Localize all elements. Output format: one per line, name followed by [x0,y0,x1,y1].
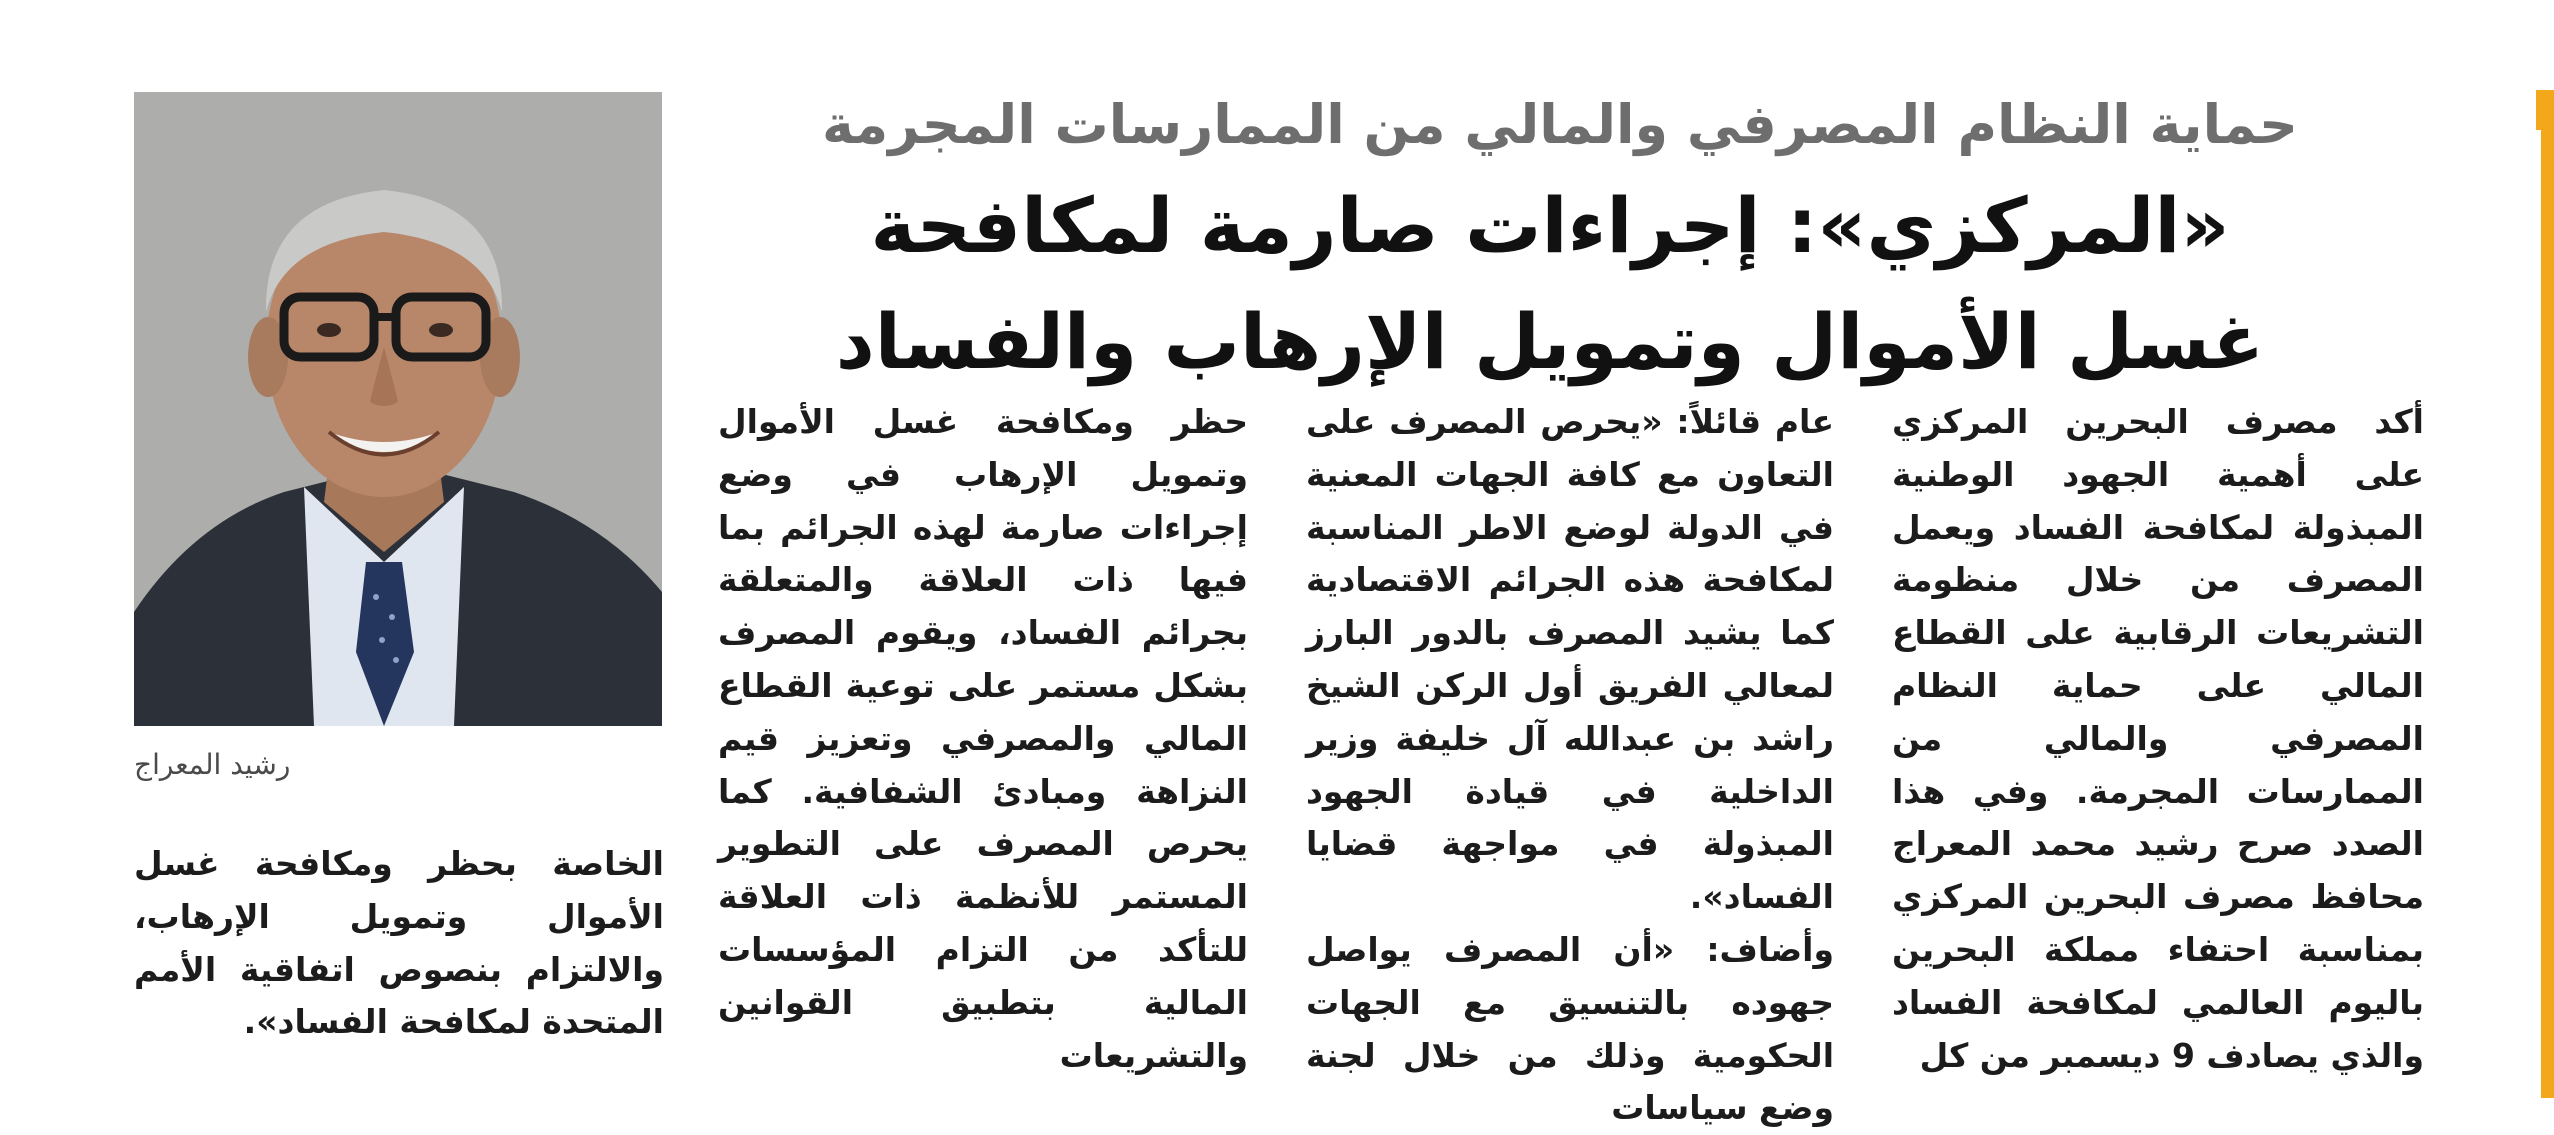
column-4-text: الخاصة بحظر ومكافحة غسل الأموال وتمويل الإرهاب، والالتزام بنصوص اتفاقية الأمم المتحدة لمكافحة الفساد». [134,844,664,1042]
article-column-1 [1892,396,2424,1076]
column-3-text: حظر ومكافحة غسل الأموال وتمويل الإرهاب في وضع إجراءات صارمة لهذه الجرائم بما فيها ذات العلاقة والمتعلقة بجرائم الفساد، ويقوم المصرف بشكل مستمر على توعية القطاع المالي والمصرفي وتعزيز قيم النزاهة ومبادئ الشفافية. كما يحرص المصرف على التطوير المستمر للأنظمة ذات العلاقة للتأكد من التزام المؤسسات المالية بتطبيق القوانين والتشريعات [718,402,1248,1075]
column-2-paragraph-2: وأضاف: «أن المصرف يواصل جهوده بالتنسيق مع الجهات الحكومية وذلك من خلال لجنة وضع سياسات [1306,929,1834,1128]
column-1-text: أكد مصرف البحرين المركزي على أهمية الجهود الوطنية المبذولة لمكافحة الفساد ويعمل المصرف من خلال منظومة التشريعات الرقابية على القطاع المالي على حماية النظام المصرفي والمالي من الممارسات المجرمة. وفي هذا الصدد صرح رشيد محمد المعراج محافظ مصرف البحرين المركزي بمناسبة احتفاء مملكة البحرين باليوم العالمي لمكافحة الفساد والذي يصادف 9 ديسمبر من كل [1892,402,2424,1075]
article-column-3 [718,396,1248,1076]
article-column-4 [134,838,664,1078]
column-2-paragraph-1: عام قائلاً: «يحرص المصرف على التعاون مع كافة الجهات المعنية في الدولة لوضع الاطر المناسبة لمكافحة هذه الجرائم الاقتصادية كما يشيد المصرف بالدور البارز لمعالي الفريق أول الركن الشيخ راشد بن عبدالله آل خليفة وزير الداخلية في قيادة الجهود المبذولة في مواجهة قضايا الفساد». [1306,402,1834,917]
article-column-2 [1306,396,1834,1128]
article-headline [780,168,2320,400]
article-kicker: حماية النظام المصرفي والمالي من الممارسات المجرمة [822,93,2298,156]
photo-caption: رشيد المعراج [134,748,291,781]
accent-bar-cap [2536,90,2554,130]
accent-bar [2541,90,2554,1098]
portrait-illustration [134,92,662,726]
headline-line-1: «المركزي»: إجراءات صارمة لمكافحة [870,181,2230,270]
headline-line-2: غسل الأموال وتمويل الإرهاب والفساد [835,297,2265,386]
portrait-photo [134,92,662,726]
